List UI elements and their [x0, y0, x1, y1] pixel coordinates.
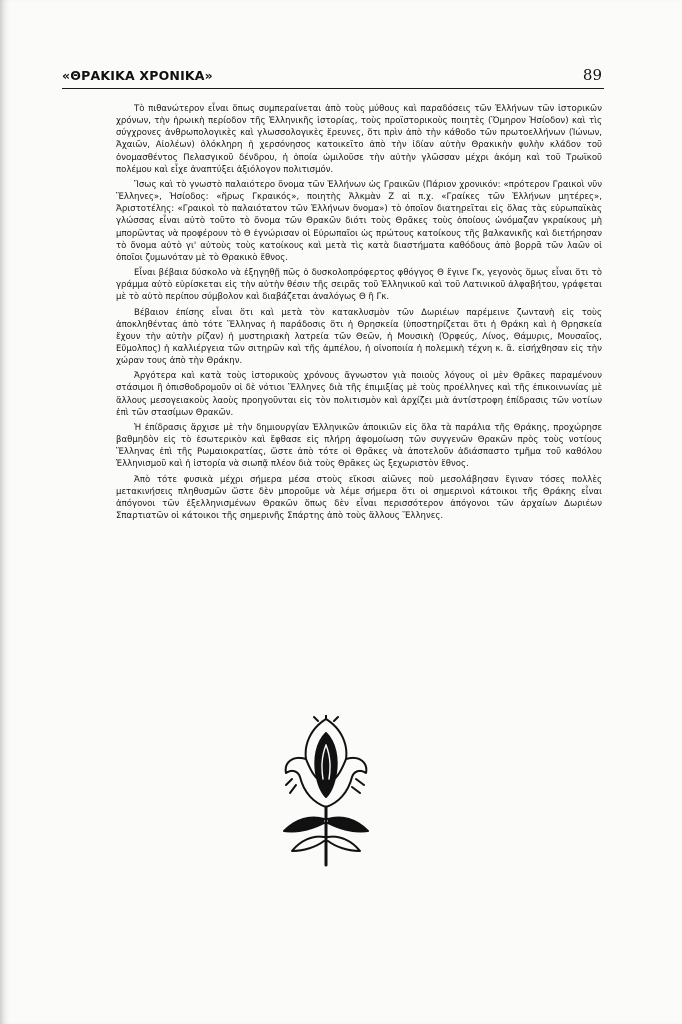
paragraph: Ἴσως καὶ τὸ γνωστὸ παλαιότερο ὄνομα τῶν Ἑλλήνων ὡς Γραικῶν (Πάριον χρονικόν: «πρότερον Γραικοὶ νῦν Ἕλληνες», Ἡσίοδος: «ἥρως Γκραικός», ποιητὴς Ἀλκμὰν Ζ αἰ π.χ. «Γραίκες τῶν Ἑλλήνων μητέρες», Ἀριστοτέλης: «Γραικοὶ τὸ παλαιότατον τῶν Ἑλλήνων ὄνομα») τὸ ὁποῖον διατηρεῖται εἰς ὅλας τὰς εὐρωπαϊκὰς γλώσσας εἶναι αὐτὸ τοῦτο τὸ ὄνομα τῶν Θρακῶν διότι τοὺς Θρᾶκες τοὺς ὁποίους ὠνόμαζαν γκραίκους μὴ μπορῶντας νὰ προφέρουν τὸ Θ ἐγνώρισαν οἱ Εὐρωπαῖοι ὡς πρώτους κατοίκους τῆς βαλκανικῆς καὶ διετήρησαν τὸ ὄνομα αὐτὸ γι' αὐτοὺς τοὺς κατοίκους καὶ μετὰ τὶς κατὰ διαστήματα καθόδους ἀπὸ βορρᾶ τῶν λαῶν οἱ ὁποῖοι ζυμωνόταν μὲ τὸ Θρακικὸ ἔθνος. [116, 179, 602, 263]
running-header [62, 66, 604, 89]
paragraph: Εἶναι βέβαια δύσκολο νὰ ἐξηγηθῇ πῶς ὁ δυσκολοπρόφερτος φθόγγος Θ ἔγινε Γκ, γεγονὸς ὅμως εἶναι ὅτι τὸ γράμμα αὐτὸ εὑρίσκεται εἰς τὴν αὐτὴν θέσιν τῆς σειρᾶς τοῦ Ἑλληνικοῦ καὶ τοῦ Λατινικοῦ ἀλφαβήτου, γράφεται μὲ τὸ αὐτὸ περίπου σύμβολον καὶ διαβάζεται ἀναλόγως Θ ἢ Γκ. [116, 268, 602, 303]
paragraph: Ἡ ἐπίδρασις ἄρχισε μὲ τὴν δημιουργίαν Ἑλληνικῶν ἀποικιῶν εἰς ὅλα τὰ παράλια τῆς Θράκης, προχώρησε βαθμηδὸν εἰς τὸ ἐσωτερικὸν καὶ ἔφθασε εἰς πλήρη ἀφομοίωση τῶν συγγενῶν Θρακῶν πρὸς τοὺς νοτίους Ἕλληνας ἐπὶ τῆς Ρωμαιοκρατίας, ὥστε ἀπὸ τότε οἱ Θρᾶκες νὰ ἀποτελοῦν ἀδιάσπαστο τμῆμα τοῦ καθόλου Ἑλληνισμοῦ καὶ ἡ ἱστορία νὰ σιωπᾷ πλέον διὰ τοὺς Θρᾶκες ὡς ξεχωριστὸν ἔθνος. [116, 422, 602, 470]
paragraph: Ἀπὸ τότε φυσικὰ μέχρι σήμερα μέσα στοὺς εἴκοσι αἰῶνες ποὺ μεσολάβησαν ἔγιναν τόσες πολλὲς μετακινήσεις πληθυσμῶν ὥστε δὲν μποροῦμε νὰ λέμε σήμερα ὅτι οἱ σημερινοὶ κάτοικοι τῆς Θράκης εἶναι ἀπόγονοι τῶν ἐξελληνισμένων Θρακῶν ὅπως δὲν εἶναι περισσότερον ἀπόγονοι τῶν ἀρχαίων Δωριέων Σπαρτιατῶν οἱ κάτοικοι τῆς σημερινῆς Σπάρτης ἀπὸ τοὺς ἄλλους Ἕλληνες. [116, 474, 602, 521]
paragraph: Ἀργότερα καὶ κατὰ τοὺς ἱστορικοὺς χρόνους ἄγνωστον γιὰ ποιοὺς λόγους οἱ μὲν Θρᾶκες παραμένουν στάσιμοι ἢ ὀπισθοδρομοῦν οἱ δὲ νότιοι Ἕλληνες διὰ τῆς ἐπιμιξίας μὲ τοὺς προέλληνες καὶ τῆς ἐπικοινωνίας μὲ ἄλλους μεσογειακοὺς λαοὺς προηγοῦνται εἰς τὸν πολιτισμὸν καὶ ἀρχίζει μιὰ ἀντίστροφη ἐπίδρασις τῶν νοτίων ἐπὶ τῶν στασίμων Θρακῶν. [116, 371, 602, 418]
page-number: 89 [582, 66, 602, 84]
paragraph: Τὸ πιθανώτερον εἶναι ὅπως συμπεραίνεται ἀπὸ τοὺς μύθους καὶ παραδόσεις τῶν Ἑλλήνων τῶν ἱστορικῶν χρόνων, τὴν ἡρωικὴ περίοδον τῆς Ἑλληνικῆς ἱστορίας, τοὺς προϊστορικοὺς ποιητὲς (Ὅμηρον Ἡσίοδον) καὶ τὶς σύγχρονες ἀνθρωπολογικὲς καὶ γλωσσολογικὲς ἔρευνες, ὅτι πρὶν ἀπὸ τὴν κάθοδο τῶν πρωτοελλήνων (Ἰώνων, Ἀχαιῶν, Αἰολέων) ὁλόκληρη ἡ χερσόνησος κατοικεῖτο ἀπὸ τὴν ἰδίαν αὐτὴν Θρακικὴν φυλὴν κλάδον τοῦ ὀνομασθέντος Πελασγικοῦ δένδρου, ἡ ὁποία ὡμιλοῦσε τὴν αὐτὴν γλῶσσαν μέχρι ἀκόμη καὶ τοῦ Τρωϊκοῦ πολέμου καὶ εἶχε ἀναπτύξει ἀξιόλογον πολιτισμόν. [116, 104, 602, 175]
paragraph: Βέβαιον ἐπίσης εἶναι ὅτι καὶ μετὰ τὸν κατακλυσμὸν τῶν Δωριέων παρέμεινε ζωντανὴ εἰς τοὺς ἀποκληθέντας ἀπὸ τότε Ἕλληνας ἡ παράδοσις ὅτι ἡ Θρησκεία (ὑποστηρίζεται ὅτι ἡ Θράκη καὶ ἡ Θρησκεία ἔχουν τὴν αὐτὴν ρίζαν) ἡ μυστηριακὴ λατρεία τῶν Θεῶν, ἡ Μουσικὴ (Ὀρφεύς, Λίνος, Θάμυρις, Μουσαῖος, Εὔμολπος) ἡ καλλιέργεια τῶν σιτηρῶν καὶ τῆς ἀμπέλου, ἡ οἰνοποιία ἡ πολεμικὴ τέχνη κ. ἄ. εἰσήχθησαν εἰς τὴν χώραν τους ἀπὸ τὴν Θράκην. [116, 307, 602, 367]
journal-title: «ΘΡΑΚΙΚΑ ΧΡΟΝΙΚΑ» [62, 68, 213, 83]
tulip-ornament-icon [270, 715, 382, 867]
article-body [116, 103, 602, 525]
